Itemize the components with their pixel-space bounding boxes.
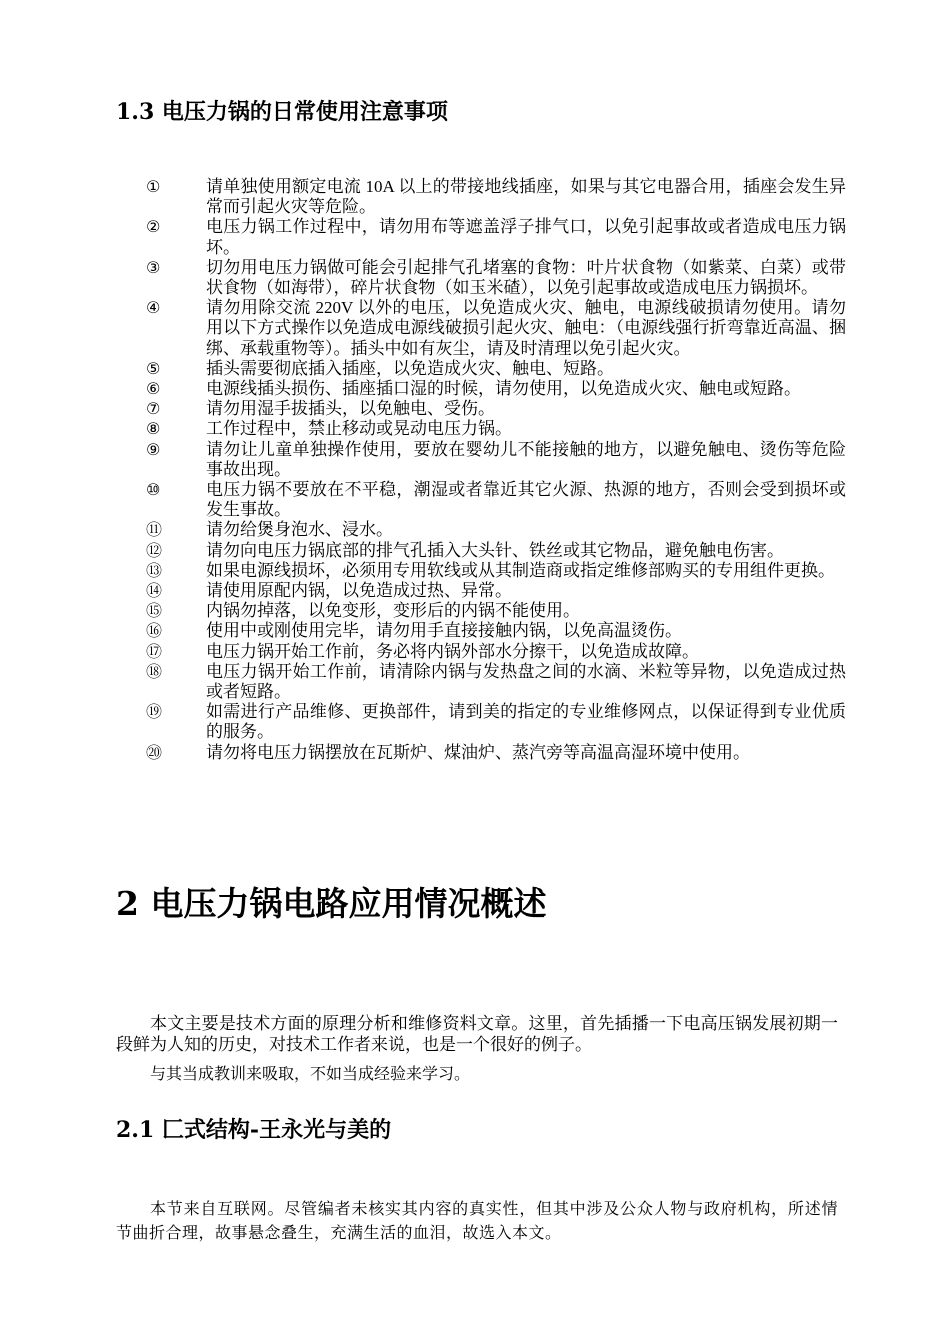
precautions-list — [146, 177, 846, 763]
precaution-item — [146, 440, 846, 480]
item-number: ⑨ — [146, 439, 161, 459]
chapter-2-paragraph-2: 与其当成教训来吸取，不如当成经验来学习。 — [150, 1064, 471, 1083]
item-number: ④ — [146, 298, 161, 318]
item-number: ⑤ — [146, 358, 161, 378]
item-number: ⑩ — [146, 480, 161, 500]
chapter-heading-2: 2 电压力锅电路应用情况概述 — [116, 884, 547, 923]
item-text: 电压力锅开始工作前，请清除内锅与发热盘之间的水滴、米粒等异物，以免造成过热或者短路。 — [206, 661, 846, 702]
item-text: 电压力锅工作过程中，请勿用布等遮盖浮子排气口，以免引起事故或者造成电压力锅坏。 — [206, 217, 846, 257]
item-number: ⑱ — [146, 661, 163, 681]
precaution-item — [146, 743, 846, 763]
item-text: 使用中或刚使用完毕，请勿用手直接接触内锅，以免高温烫伤。 — [206, 621, 682, 641]
item-number: ⑰ — [146, 641, 163, 661]
precaution-item — [146, 217, 846, 257]
item-number: ⑥ — [146, 379, 161, 399]
item-number: ⑮ — [146, 601, 163, 621]
item-text: 如果电源线损坏，必须用专用软线或从其制造商或指定维修部购买的专用组件更换。 — [206, 560, 835, 580]
item-text: 请勿向电压力锅底部的排气孔插入大头针、铁丝或其它物品，避免触电伤害。 — [206, 540, 784, 560]
item-text: 电压力锅不要放在不平稳，潮湿或者靠近其它火源、热源的地方，否则会受到损坏或发生事故。 — [206, 480, 846, 520]
item-number: ① — [146, 177, 161, 196]
precaution-item — [146, 419, 846, 439]
item-text: 请勿让儿童单独操作使用，要放在婴幼儿不能接触的地方，以避免触电、烫伤等危险事故出现。 — [206, 439, 846, 479]
section-2-1-paragraph: 本节来自互联网。尽管编者未核实其内容的真实性，但其中涉及公众人物与政府机构，所述情节曲折合理，故事悬念叠生，充满生活的血泪，故选入本文。 — [116, 1199, 838, 1242]
precaution-item — [146, 520, 846, 540]
precaution-item — [146, 177, 846, 217]
precaution-item — [146, 379, 846, 399]
section-heading-2-1: 2.1 匚式结构-王永光与美的 — [116, 1117, 392, 1143]
item-number: ⑳ — [146, 742, 163, 762]
chapter-2-paragraph-1: 本文主要是技术方面的原理分析和维修资料文章。这里，首先插播一下电高压锅发展初期一段鲜为人知的历史，对技术工作者来说，也是一个很好的例子。 — [116, 1014, 838, 1054]
item-number: ③ — [146, 257, 161, 277]
item-text: 请勿将电压力锅摆放在瓦斯炉、煤油炉、蒸汽旁等高温高湿环境中使用。 — [206, 742, 750, 762]
item-text: 电压力锅开始工作前，务必将内锅外部水分擦干，以免造成故障。 — [206, 641, 699, 661]
precaution-item — [146, 581, 846, 601]
item-text: 工作过程中，禁止移动或晃动电压力锅。 — [206, 419, 512, 439]
item-text: 请使用原配内锅，以免造成过热、异常。 — [206, 581, 512, 601]
precaution-item — [146, 662, 846, 702]
section-heading-1-3: 1.3 电压力锅的日常使用注意事项 — [116, 99, 448, 125]
item-text: 请勿用除交流 220V 以外的电压，以免造成火灾、触电，电源线破损请勿使用。请勿用以下方式操作以免造成电源线破损引起火灾、触电：（电源线强行折弯靠近高温、捆绑、承载重物等）。插头中如有灰尘，请及时清理以免引起火灾。 — [206, 298, 846, 358]
item-number: ⑦ — [146, 399, 161, 419]
item-number: ⑲ — [146, 702, 163, 722]
item-number: ⑬ — [146, 560, 163, 580]
item-number: ⑫ — [146, 540, 163, 560]
item-number: ⑯ — [146, 621, 163, 641]
precaution-item — [146, 359, 846, 379]
precaution-item — [146, 399, 846, 419]
precaution-item — [146, 258, 846, 298]
item-number: ② — [146, 217, 161, 237]
precaution-item — [146, 541, 846, 561]
item-text: 插头需要彻底插入插座，以免造成火灾、触电、短路。 — [206, 358, 614, 378]
item-text: 电源线插头损伤、插座插口湿的时候，请勿使用，以免造成火灾、触电或短路。 — [206, 379, 801, 399]
item-text: 切勿用电压力锅做可能会引起排气孔堵塞的食物：叶片状食物（如紫菜、白菜）或带状食物（如海带），碎片状食物（如玉米碴），以免引起事故或造成电压力锅损坏。 — [206, 257, 846, 298]
item-number: ⑧ — [146, 419, 161, 439]
precaution-item — [146, 702, 846, 742]
item-text: 内锅勿掉落，以免变形，变形后的内锅不能使用。 — [206, 601, 580, 621]
precaution-item — [146, 621, 846, 641]
item-text: 请勿给煲身泡水、浸水。 — [206, 520, 393, 540]
item-number: ⑪ — [146, 520, 163, 540]
item-text: 请单独使用额定电流 10A 以上的带接地线插座，如果与其它电器合用，插座会发生异常而引起火灾等危险。 — [206, 177, 846, 217]
precaution-item — [146, 642, 846, 662]
precaution-item — [146, 298, 846, 359]
item-text: 如需进行产品维修、更换部件，请到美的指定的专业维修网点，以保证得到专业优质的服务。 — [206, 702, 846, 742]
precaution-item — [146, 601, 846, 621]
item-text: 请勿用湿手拔插头，以免触电、受伤。 — [206, 399, 495, 419]
item-number: ⑭ — [146, 581, 163, 601]
precaution-item — [146, 561, 846, 581]
precaution-item — [146, 480, 846, 520]
